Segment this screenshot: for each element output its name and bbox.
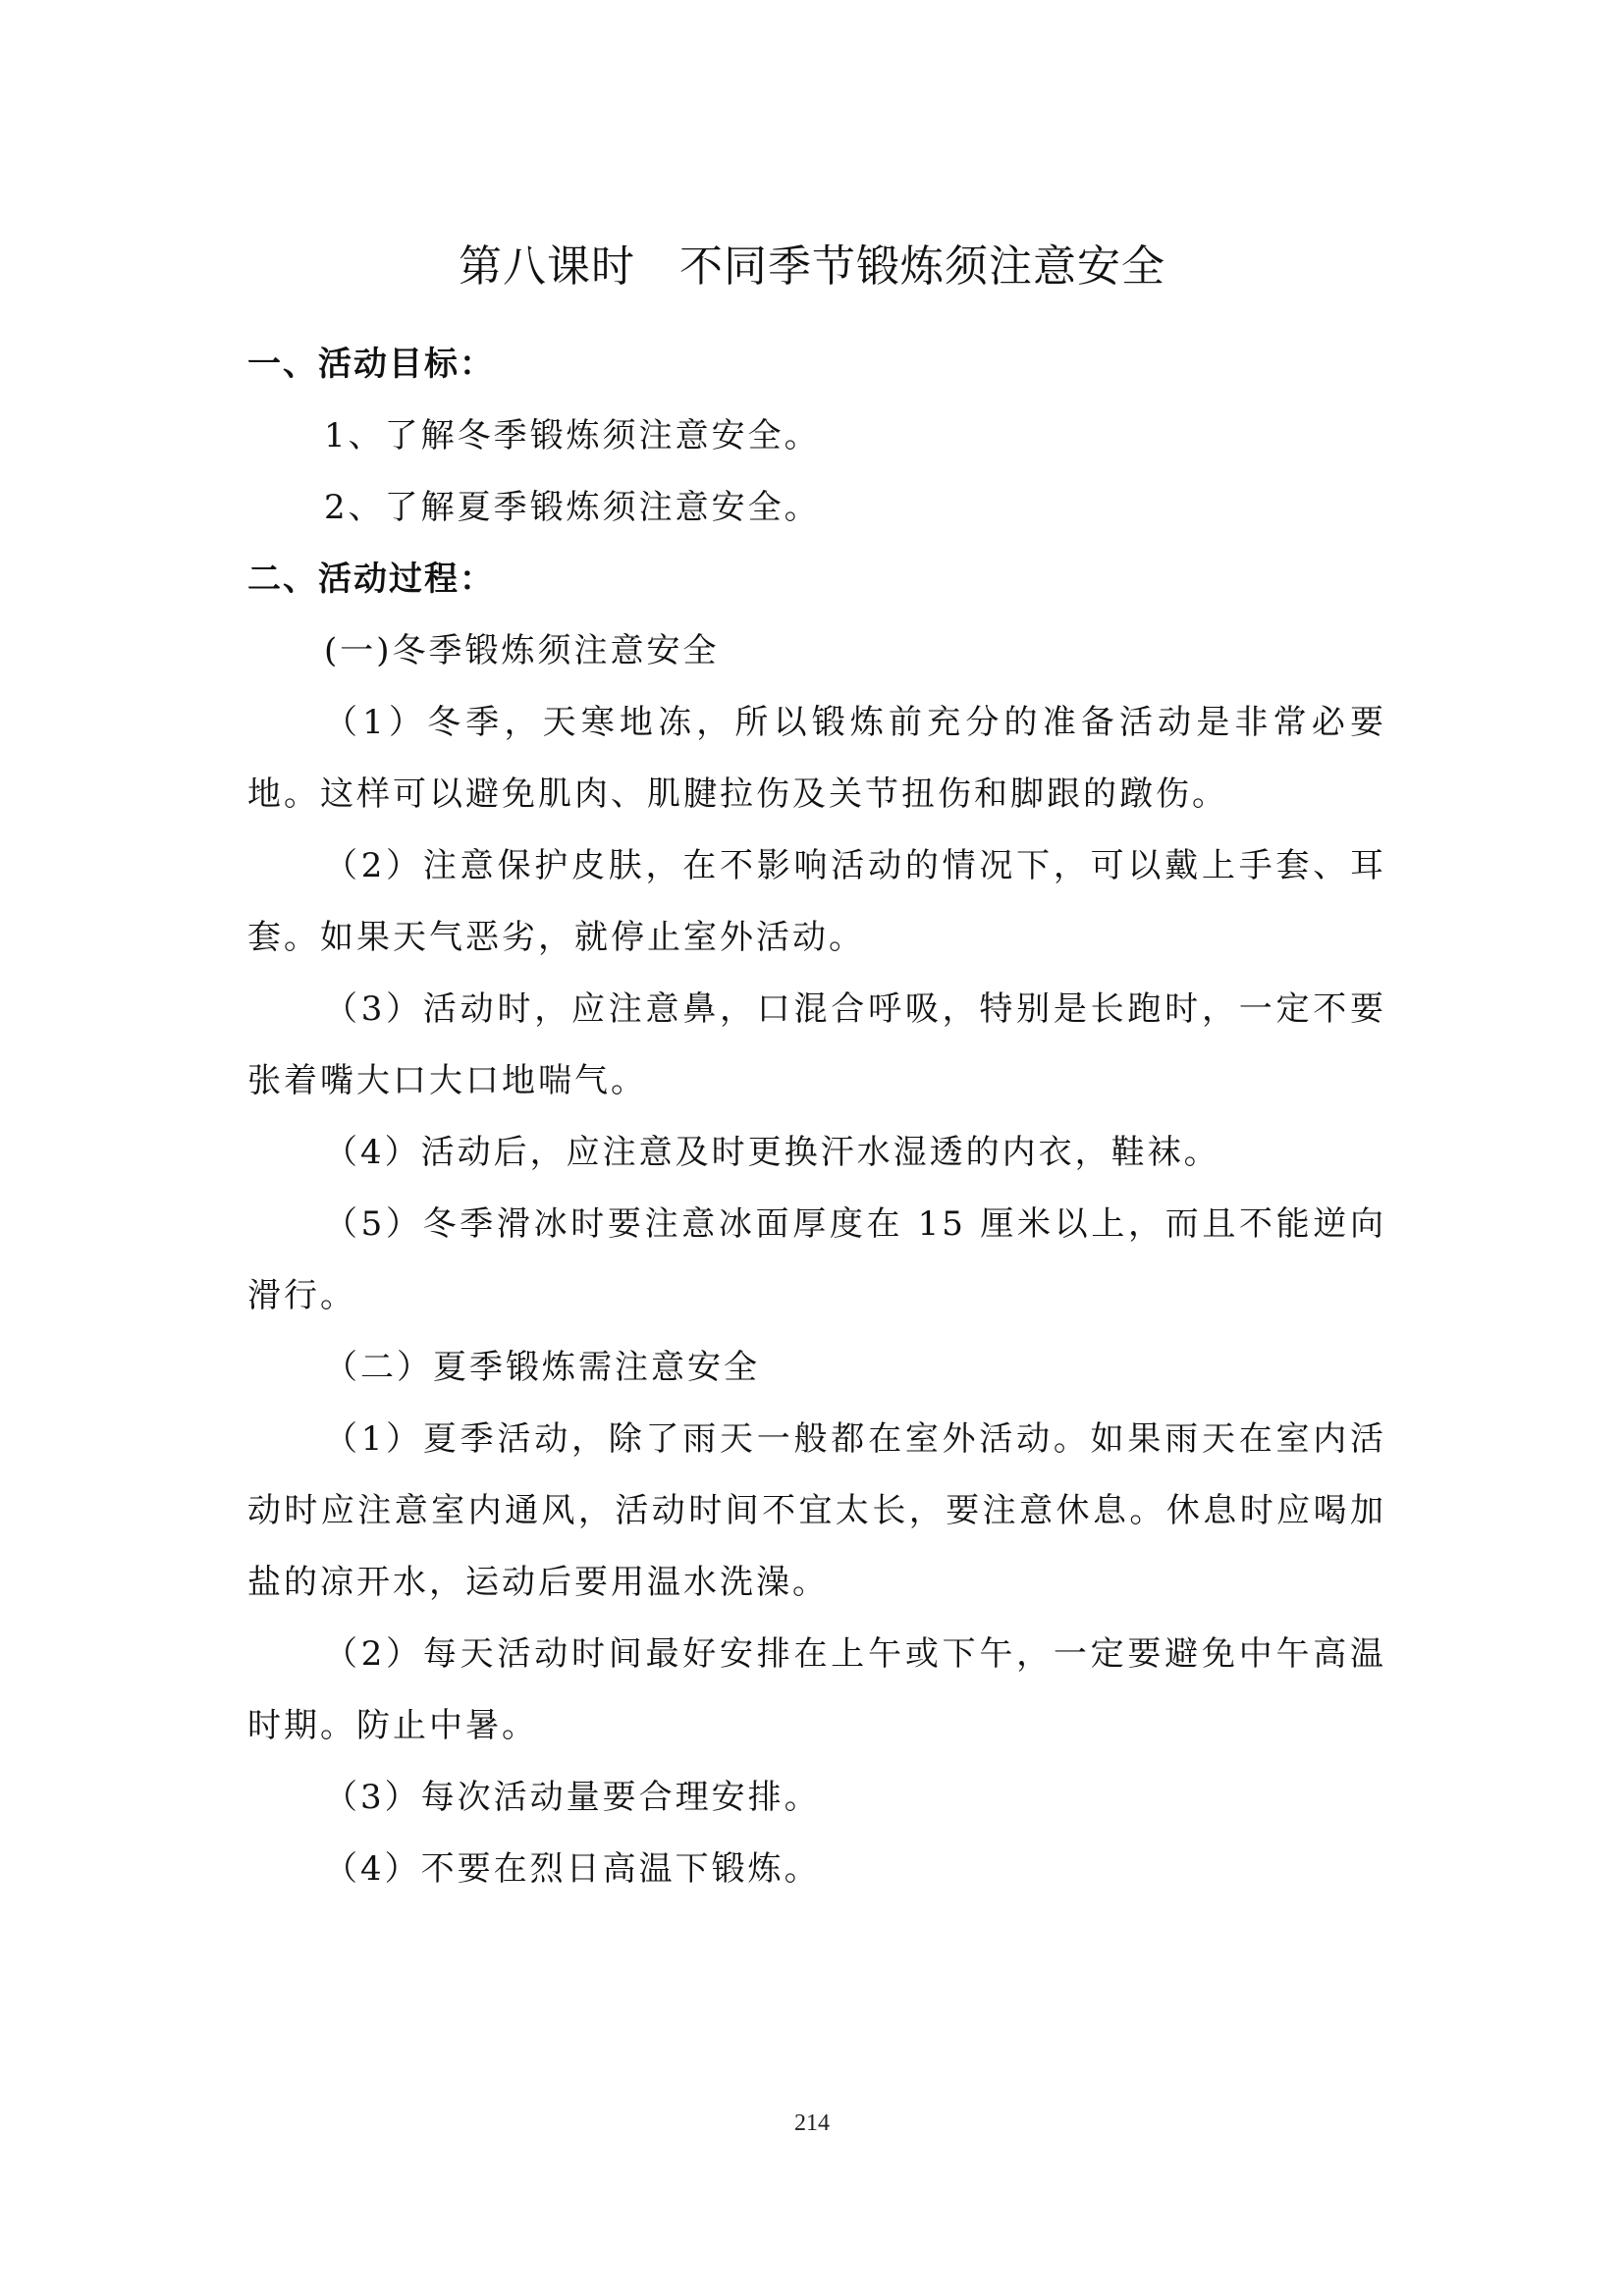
winter-item: （5）冬季滑冰时要注意冰面厚度在 15 厘米以上，而且不能逆向滑行。 (247, 1204, 1386, 1315)
goal-item: 2、了解夏季锻炼须注意安全。 (324, 488, 821, 527)
section-heading-process: 二、活动过程： (247, 560, 495, 599)
page-number: 214 (794, 2110, 830, 2136)
summer-item: （1）夏季活动，除了雨天一般都在室外活动。如果雨天在室内活动时应注意室内通风，活动时间不宜太长，要注意休息。休息时应喝加盐的凉开水，运动后要用温水洗澡。 (247, 1419, 1386, 1602)
summer-item: （3）每次活动量要合理安排。 (324, 1778, 821, 1817)
document-body (247, 329, 1386, 1905)
winter-item: （4）活动后，应注意及时更换汗水湿透的内衣，鞋袜。 (324, 1133, 1220, 1172)
summer-item: （4）不要在烈日高温下锻炼。 (324, 1849, 821, 1889)
winter-item: （3）活动时，应注意鼻，口混合呼吸，特别是长跑时，一定不要张着嘴大口大口地喘气。 (247, 989, 1386, 1100)
goal-item: 1、了解冬季锻炼须注意安全。 (324, 416, 821, 455)
winter-item: （1）冬季，天寒地冻，所以锻炼前充分的准备活动是非常必要地。这样可以避免肌肉、肌腱拉伤及关节扭伤和脚跟的蹾伤。 (247, 703, 1386, 814)
summer-item: （2）每天活动时间最好安排在上午或下午，一定要避免中午高温时期。防止中暑。 (247, 1634, 1386, 1745)
subsection-title-summer: （二）夏季锻炼需注意安全 (324, 1348, 760, 1387)
document-title: 第八课时 不同季节锻炼须注意安全 (459, 241, 1165, 292)
winter-item: （2）注意保护皮肤，在不影响活动的情况下，可以戴上手套、耳套。如果天气恶劣，就停止室外活动。 (247, 846, 1386, 957)
section-heading-goals: 一、活动目标： (247, 345, 495, 384)
subsection-title-winter: (一)冬季锻炼须注意安全 (324, 631, 720, 670)
